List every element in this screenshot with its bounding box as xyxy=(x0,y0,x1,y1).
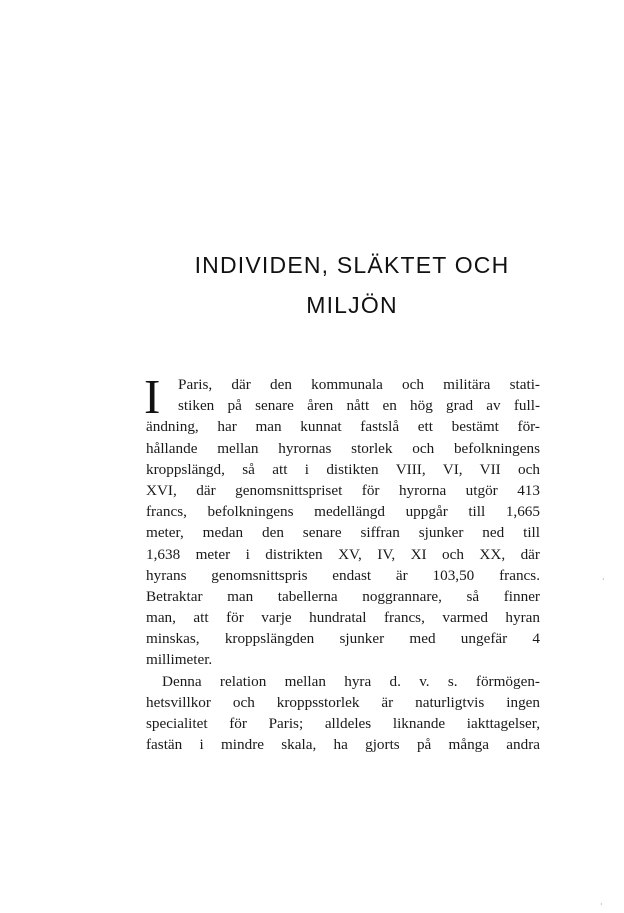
paragraph-1 xyxy=(144,369,540,671)
paragraph-2 xyxy=(146,671,540,756)
paper-speck: · xyxy=(600,900,603,909)
text-line: hyrans genomsnittspris endast är 103,50 francs. xyxy=(146,566,540,584)
text-line: kroppslängd, så att i distikten VIII, VI, VII och xyxy=(146,460,540,478)
chapter-title xyxy=(120,245,584,325)
text-line: Paris, där den kommunala och militära stati- xyxy=(178,376,540,393)
text-line: hållande mellan hyrornas storlek och befolkningens xyxy=(146,439,540,457)
text-line: francs, befolkningens medellängd uppgår till 1,665 xyxy=(146,503,540,521)
text-line: hetsvillkor och kroppsstorlek är naturligtvis ingen xyxy=(146,693,540,711)
text-line: man, att för varje hundratal francs, varmed hyran xyxy=(146,609,540,627)
text-line: meter, medan den senare siffran sjunker ned till xyxy=(146,524,540,542)
text-line: fastän i mindre skala, ha gjorts på många andra xyxy=(146,736,540,754)
text-line: XVI, där genomsnittspriset för hyrorna utgör 413 xyxy=(146,481,540,499)
text-line: Denna relation mellan hyra d. v. s. förmögen- xyxy=(162,672,540,690)
body-text xyxy=(144,369,540,755)
text-line: millimeter. xyxy=(146,651,213,669)
drop-cap: I xyxy=(144,369,161,424)
text-line: 1,638 meter i distrikten XV, IV, XI och XX, där xyxy=(146,545,540,563)
text-line: ändning, har man kunnat fastslå ett bestämt för- xyxy=(146,418,540,436)
text-line: stiken på senare åren nått en hög grad av full- xyxy=(178,397,540,415)
text-line: Betraktar man tabellerna noggrannare, så finner xyxy=(146,587,540,605)
text-line: specialitet för Paris; alldeles liknande iakttagelser, xyxy=(146,715,540,732)
chapter-title-line-2: MILJÖN xyxy=(306,292,398,318)
text-line: minskas, kroppslängden sjunker med ungefär 4 xyxy=(146,630,540,648)
paper-speck: · xyxy=(602,575,605,584)
chapter-title-line-1: INDIVIDEN, SLÄKTET OCH xyxy=(194,252,510,278)
